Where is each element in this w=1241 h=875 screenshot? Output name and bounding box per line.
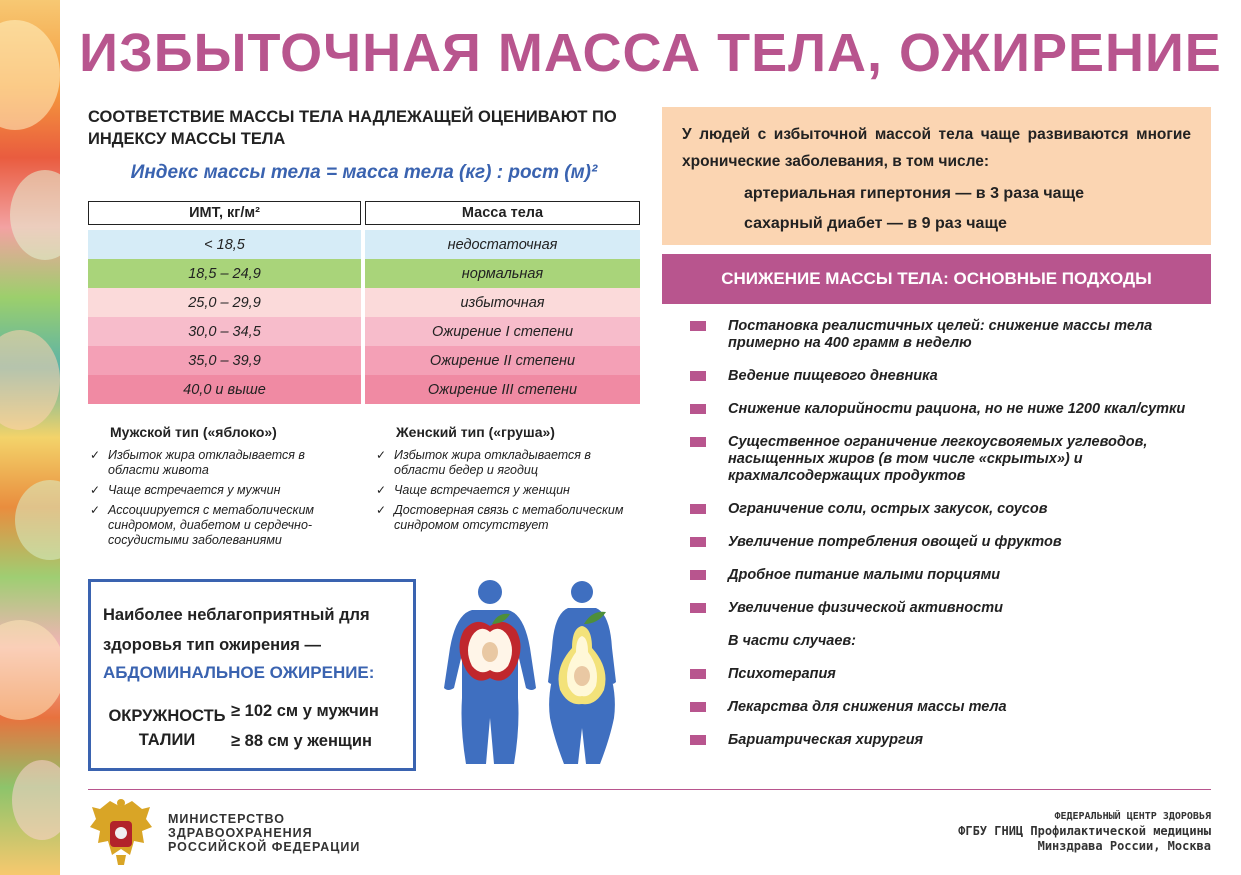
abdominal-line1: Наиболее неблагоприятный для здоровья тип ожирения —	[103, 606, 370, 654]
approach-text: Ведение пищевого дневника	[728, 368, 938, 384]
bmi-table-header	[88, 201, 640, 227]
footer-divider	[88, 789, 1211, 790]
approach-text: Психотерапия	[728, 666, 836, 682]
list-item-text: Достоверная связь с метаболическим синдромом отсутствует	[394, 503, 624, 532]
bmi-row	[88, 346, 640, 375]
center-line3: Минздрава России, Москва	[1037, 839, 1211, 853]
approach-item	[690, 368, 1210, 385]
risk-box	[662, 107, 1211, 245]
page-title: ИЗБЫТОЧНАЯ МАССА ТЕЛА, ОЖИРЕНИЕ	[79, 23, 1222, 83]
abdominal-line2: АБДОМИНАЛЬНОЕ ОЖИРЕНИЕ:	[103, 663, 375, 682]
waist-women: ≥ 88 см у женщин	[231, 732, 372, 750]
apple-body-icon	[444, 580, 536, 764]
male-type-block	[88, 424, 358, 553]
approach-item	[690, 699, 1210, 716]
male-type-list	[88, 448, 358, 548]
health-center-info	[958, 809, 1211, 854]
coat-of-arms-icon	[88, 797, 154, 867]
square-bullet-icon	[690, 537, 706, 547]
ministry-line2: ЗДРАВООХРАНЕНИЯ	[168, 826, 313, 840]
ministry-line3: РОССИЙСКОЙ ФЕДЕРАЦИИ	[168, 840, 361, 854]
checkmark-icon: ✓	[90, 503, 101, 517]
female-type-title: Женский тип («груша»)	[396, 424, 555, 440]
square-bullet-icon	[690, 669, 706, 679]
bmi-range: 40,0 и выше	[88, 375, 361, 404]
mass-header: Масса тела	[365, 201, 640, 225]
ministry-name	[168, 812, 360, 854]
approach-item	[690, 567, 1210, 584]
approaches-title: СНИЖЕНИЕ МАССЫ ТЕЛА: ОСНОВНЫЕ ПОДХОДЫ	[662, 254, 1211, 304]
square-bullet-icon	[690, 404, 706, 414]
list-item	[88, 448, 358, 478]
abdominal-obesity-box	[88, 579, 416, 771]
pear-body-icon	[548, 581, 616, 764]
approach-item	[690, 401, 1210, 418]
approach-text: Снижение калорийности рациона, но не ниже 1200 ккал/сутки	[728, 401, 1186, 417]
approach-text: Бариатрическая хирургия	[728, 732, 924, 748]
bmi-row	[88, 375, 640, 404]
bmi-header: ИМТ, кг/м²	[88, 201, 361, 225]
center-line2: ФГБУ ГНИЦ Профилактической медицины	[958, 824, 1211, 838]
square-bullet-icon	[690, 321, 706, 331]
center-line1: ФЕДЕРАЛЬНЫЙ ЦЕНТР ЗДОРОВЬЯ	[1054, 811, 1211, 822]
list-item	[374, 448, 644, 478]
male-type-title: Мужской тип («яблоко»)	[110, 424, 277, 440]
bmi-range: 30,0 – 34,5	[88, 317, 361, 346]
list-item-text: Чаще встречается у женщин	[394, 483, 570, 497]
list-item	[88, 483, 358, 498]
risk-diabetes: сахарный диабет — в 9 раз чаще	[744, 215, 1007, 232]
bmi-table	[88, 201, 640, 404]
decorative-side-pattern	[0, 0, 60, 875]
bmi-category: недостаточная	[365, 230, 640, 259]
checkmark-icon: ✓	[376, 448, 387, 462]
square-bullet-icon	[690, 437, 706, 447]
checkmark-icon: ✓	[90, 483, 101, 497]
waist-men: ≥ 102 см у мужчин	[231, 702, 379, 720]
list-item-text: Избыток жира откладывается в области живота	[108, 448, 305, 477]
bmi-category: Ожирение I степени	[365, 317, 640, 346]
checkmark-icon: ✓	[376, 483, 387, 497]
female-type-block	[374, 424, 644, 538]
square-bullet-icon	[690, 570, 706, 580]
bmi-row	[88, 288, 640, 317]
bmi-row	[88, 317, 640, 346]
some-cases-label: В части случаев:	[728, 633, 856, 649]
list-item	[374, 483, 644, 498]
square-bullet-icon	[690, 504, 706, 514]
intro-text: СООТВЕТСТВИЕ МАССЫ ТЕЛА НАДЛЕЖАЩЕЙ ОЦЕНИВАЮТ ПО ИНДЕКСУ МАССЫ ТЕЛА	[88, 108, 617, 148]
checkmark-icon: ✓	[376, 503, 387, 517]
female-type-list	[374, 448, 644, 533]
checkmark-icon: ✓	[90, 448, 101, 462]
body-type-figures	[436, 578, 636, 768]
approach-item	[690, 732, 1210, 749]
list-item-text: Избыток жира откладывается в области бедер и ягодиц	[394, 448, 591, 477]
approach-item	[690, 501, 1210, 518]
risk-hypertension: артериальная гипертония — в 3 раза чаще	[744, 185, 1084, 202]
square-bullet-icon	[690, 702, 706, 712]
approach-text: Ограничение соли, острых закусок, соусов	[728, 501, 1048, 517]
list-item-text: Ассоциируется с метаболическим синдромом, диабетом и сердечно-сосудистыми заболеваниями	[108, 503, 314, 547]
ministry-line1: МИНИСТЕРСТВО	[168, 812, 285, 826]
bmi-row	[88, 259, 640, 288]
bmi-range: 35,0 – 39,9	[88, 346, 361, 375]
list-item	[374, 503, 644, 533]
bmi-range: 18,5 – 24,9	[88, 259, 361, 288]
square-bullet-icon	[690, 371, 706, 381]
waist-label: ОКРУЖНОСТЬ ТАЛИИ	[108, 707, 226, 749]
approach-item	[690, 434, 1210, 485]
approach-item	[690, 600, 1210, 617]
approach-text: Увеличение физической активности	[728, 600, 1003, 616]
bmi-category: избыточная	[365, 288, 640, 317]
list-item-text: Чаще встречается у мужчин	[108, 483, 281, 497]
approach-text: Увеличение потребления овощей и фруктов	[728, 534, 1062, 550]
bmi-range: < 18,5	[88, 230, 361, 259]
square-bullet-icon	[690, 603, 706, 613]
list-item	[88, 503, 358, 548]
approach-text: Существенное ограничение легкоусвояемых углеводов, насыщенных жиров (в том числе «скрытых») и крахмалсодержащих продуктов	[728, 434, 1148, 484]
risk-text: У людей с избыточной массой тела чаще развиваются многие хронические заболевания, в том числе:	[682, 126, 1191, 170]
bmi-category: Ожирение III степени	[365, 375, 640, 404]
bmi-row	[88, 230, 640, 259]
approach-item	[690, 534, 1210, 551]
approach-text: Лекарства для снижения массы тела	[728, 699, 1007, 715]
bmi-range: 25,0 – 29,9	[88, 288, 361, 317]
bmi-category: Ожирение II степени	[365, 346, 640, 375]
bmi-category: нормальная	[365, 259, 640, 288]
bmi-formula: Индекс массы тела = масса тела (кг) : рост (м)²	[130, 162, 598, 183]
approaches-list	[690, 318, 1210, 765]
approach-text: Дробное питание малыми порциями	[728, 567, 1001, 583]
approach-text: Постановка реалистичных целей: снижение массы тела примерно на 400 грамм в неделю	[728, 318, 1153, 351]
square-bullet-icon	[690, 735, 706, 745]
approach-item	[690, 318, 1210, 352]
approach-item	[690, 666, 1210, 683]
